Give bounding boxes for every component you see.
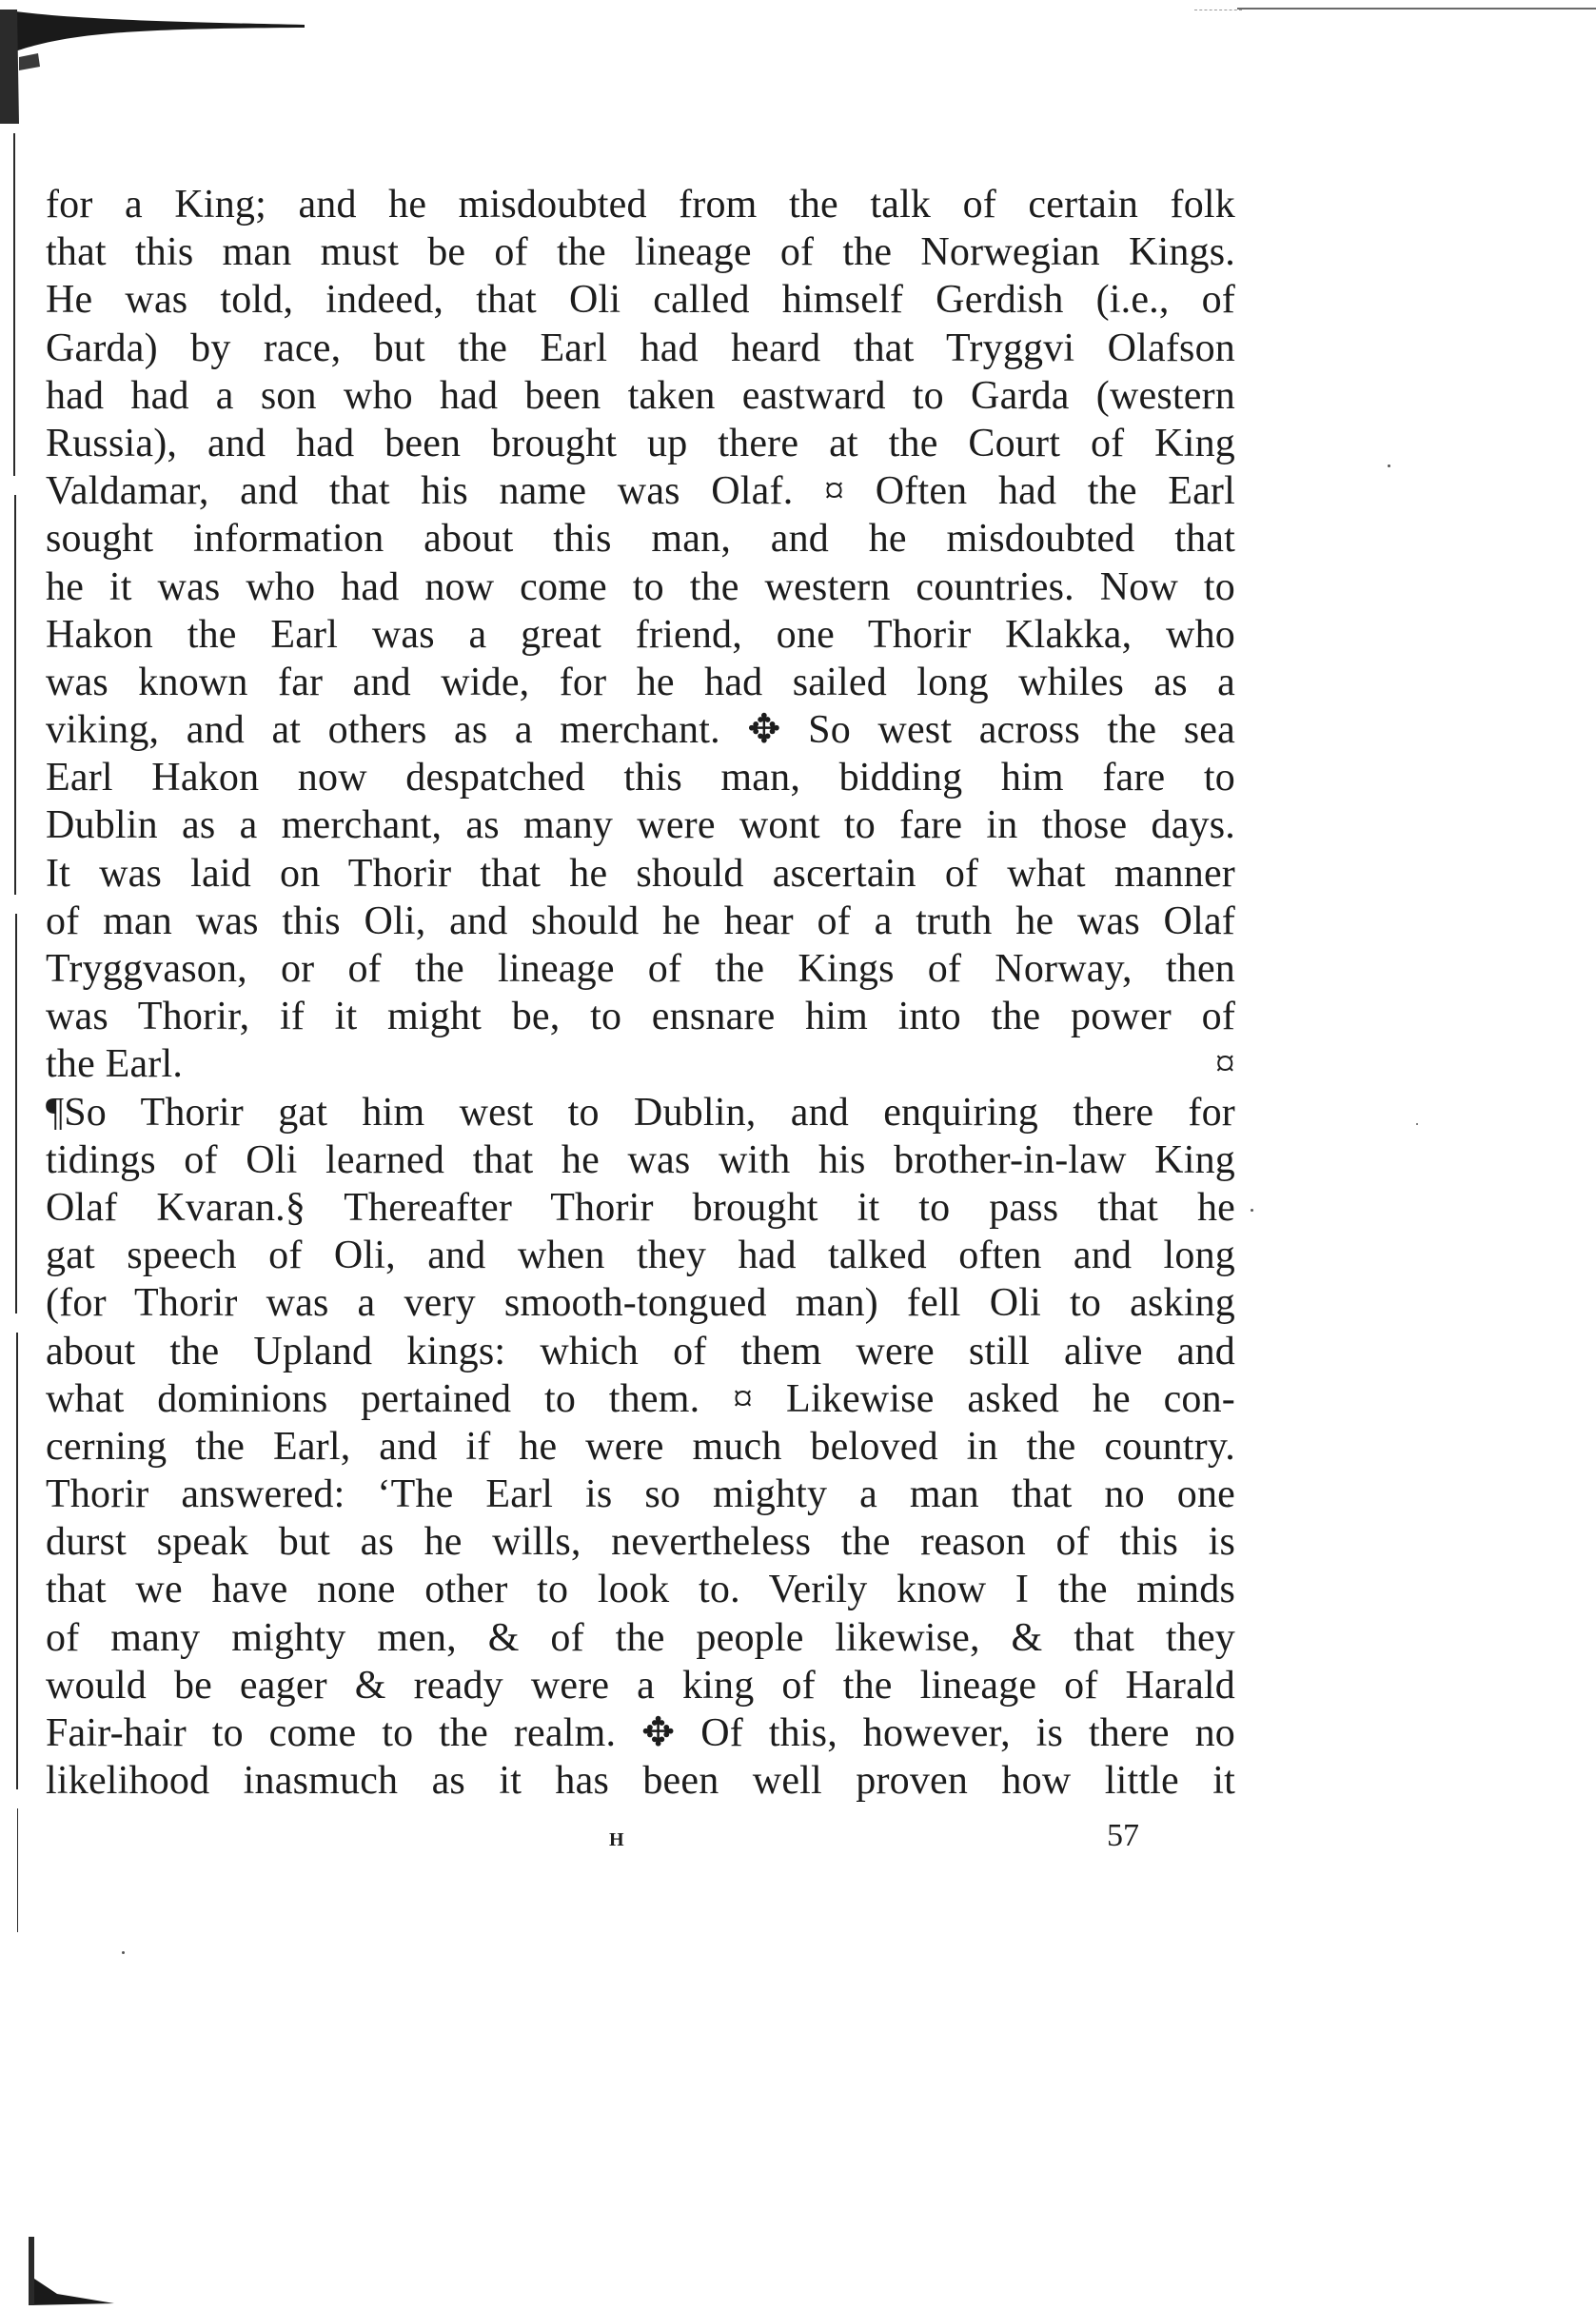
scan-speck [1388,464,1390,467]
text-line: cerning the Earl, and if he were much beloved in the country. [46,1424,1235,1469]
text-line: tidings of Oli learned that he was with his brother-in-law King [46,1137,1235,1182]
text-line: Thorir answered: ‘The Earl is so mighty a man that no one [46,1472,1235,1517]
scan-rule [1237,8,1596,10]
text-line: would be eager & ready were a king of the lineage of Harald [46,1663,1235,1708]
text-line: sought information about this man, and he misdoubted that [46,517,1235,562]
scan-margin-line [17,1808,18,1932]
text-line: he it was who had now come to the western countries. Now to [46,564,1235,609]
page-number: 57 [1107,1818,1139,1853]
text-line: that we have none other to look to. Verily know I the minds [46,1568,1235,1612]
scan-speck [1416,1123,1418,1125]
text-line: of many mighty men, & of the people likewise, & that they [46,1615,1235,1660]
text-line: Tryggvason, or of the lineage of the Kings of Norway, then [46,947,1235,991]
text-line: Olaf Kvaran.§ Thereafter Thorir brought it to pass that he [46,1185,1235,1230]
text-line: Valdamar, and that his name was Olaf. ¤ Often had the Earl [46,469,1235,514]
text-line: ¶So Thorir gat him west to Dublin, and enquiring there for [46,1090,1235,1135]
text-line: (for Thorir was a very smooth-tongued man) fell Oli to asking [46,1281,1235,1326]
text-line: Earl Hakon now despatched this man, bidding him fare to [46,756,1235,800]
scan-speck [1251,1209,1253,1212]
text-line: for a King; and he misdoubted from the talk of certain folk [46,183,1235,227]
text-line: gat speech of Oli, and when they had talked often and long [46,1234,1235,1278]
text-line: that this man must be of the lineage of the Norwegian Kings. [46,230,1235,275]
text-line: the Earl. [46,1042,184,1087]
scan-shadow-bottom-left [0,2218,133,2311]
scan-margin-line [14,495,16,895]
text-line: Hakon the Earl was a great friend, one Thorir Klakka, who [46,612,1235,657]
scan-margin-line [16,1333,18,1789]
text-line: Dublin as a merchant, as many were wont to fare in those days. [46,803,1235,848]
signature-mark: H [609,1829,625,1850]
paragraph-end-ornament: ¤ [1214,1042,1235,1087]
text-line: Fair-hair to come to the realm. ✥ Of this, however, is there no [46,1711,1235,1755]
scan-margin-line [13,133,15,476]
scan-speck [122,1951,125,1954]
text-line: was known far and wide, for he had sailed long whiles as a [46,660,1235,704]
text-line: It was laid on Thorir that he should ascertain of what manner [46,851,1235,896]
text-line: He was told, indeed, that Oli called himself Gerdish (i.e., of [46,278,1235,323]
text-line: Garda) by race, but the Earl had heard that Tryggvi Olafson [46,326,1235,370]
paragraph-end-line [46,1040,1235,1088]
text-line: Russia), and had been brought up there at the Court of King [46,421,1235,465]
scan-margin-line [15,914,17,1314]
text-line: about the Upland kings: which of them were still alive and [46,1329,1235,1373]
text-line: was Thorir, if it might be, to ensnare him into the power of [46,995,1235,1039]
text-line: durst speak but as he wills, nevertheless the reason of this is [46,1520,1235,1565]
text-line: of man was this Oli, and should he hear of a truth he was Olaf [46,899,1235,943]
scan-shadow-top-left [0,0,314,124]
text-line: had had a son who had been taken eastward to Garda (western [46,373,1235,418]
main-text-block [46,181,1235,1805]
text-line: what dominions pertained to them. ¤ Likewise asked he con- [46,1376,1235,1421]
text-line: likelihood inasmuch as it has been well proven how little it [46,1759,1235,1804]
text-line: viking, and at others as a merchant. ✥ So west across the sea [46,708,1235,753]
